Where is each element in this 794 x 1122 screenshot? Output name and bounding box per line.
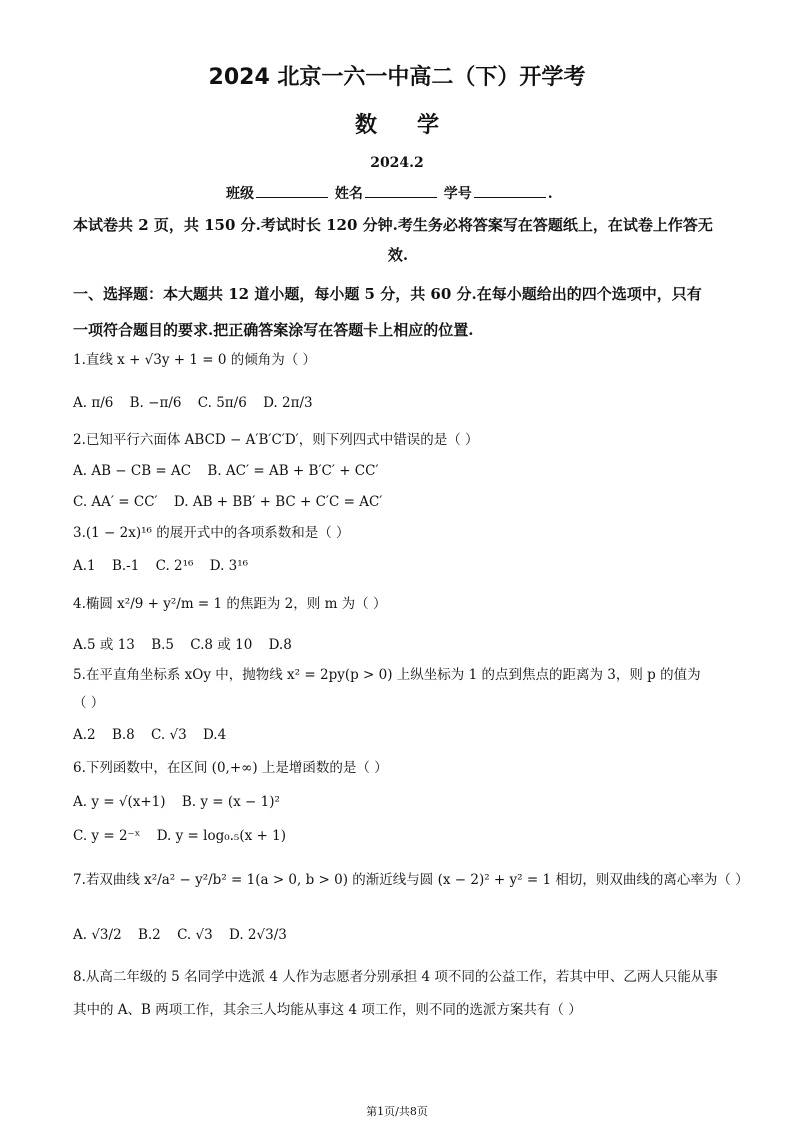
q7-option-a: A. √3/2 bbox=[73, 927, 122, 943]
q7-option-b: B.2 bbox=[137, 927, 161, 943]
q6-option-c: C. y = 2⁻ˣ bbox=[73, 828, 141, 844]
q4-option-c: C.8 或 10 bbox=[190, 637, 253, 653]
question-2-options-ab bbox=[73, 461, 733, 481]
class-label: 班级 bbox=[226, 186, 254, 202]
q4-option-b: B.5 bbox=[151, 637, 174, 653]
question-6-options-cd bbox=[73, 826, 733, 846]
q1-option-b: B. −π/6 bbox=[129, 395, 182, 411]
exam-note bbox=[73, 210, 723, 270]
q3-option-c: C. 2¹⁶ bbox=[155, 558, 194, 574]
question-4-options bbox=[73, 635, 733, 655]
q3-option-d: D. 3¹⁶ bbox=[209, 558, 249, 574]
question-6-options-ab bbox=[73, 792, 733, 812]
student-info-line bbox=[226, 183, 553, 203]
q6-option-d: D. y = log₀.₅(x + 1) bbox=[156, 828, 286, 844]
q1-option-a: A. π/6 bbox=[73, 395, 114, 411]
question-7-options bbox=[73, 925, 733, 945]
q5-option-d: D.4 bbox=[202, 727, 227, 743]
exam-date: 2024.2 bbox=[370, 155, 424, 171]
question-7-stem: 7.若双曲线 x²/a² − y²/b² = 1(a > 0, b > 0) 的渐近线与圆 (x − 2)² + y² = 1 相切，则双曲线的离心率为（ ） bbox=[73, 872, 749, 888]
section-heading bbox=[73, 276, 723, 348]
q6-option-b: B. y = (x − 1)² bbox=[181, 794, 280, 810]
section-line-1: 一、选择题：本大题共 12 道小题，每小题 5 分，共 60 分.在每小题给出的四个选项中，只有 bbox=[73, 285, 702, 303]
page-footer: 第1页/共8页 bbox=[366, 1105, 428, 1118]
q3-option-b: B.-1 bbox=[111, 558, 140, 574]
q7-option-c: C. √3 bbox=[177, 927, 213, 943]
id-label: 学号 bbox=[443, 186, 472, 202]
q1-option-d: D. 2π/3 bbox=[263, 395, 313, 411]
exam-subject: 数学 bbox=[354, 113, 479, 138]
q2-option-c: C. AA′ = CC′ bbox=[73, 494, 158, 510]
q2-option-a: A. AB − CB = AC bbox=[73, 463, 192, 479]
question-6-stem: 6.下列函数中，在区间 (0,+∞) 上是增函数的是（ ） bbox=[73, 760, 388, 776]
id-blank[interactable] bbox=[474, 185, 546, 198]
question-2-options-cd bbox=[73, 492, 733, 512]
q5-option-a: A.2 bbox=[73, 727, 96, 743]
question-1-stem: 1.直线 x + √3y + 1 = 0 的倾角为（ ） bbox=[73, 352, 317, 368]
question-2-stem: 2.已知平行六面体 ABCD − A′B′C′D′，则下列四式中错误的是（ ） bbox=[73, 432, 479, 448]
q2-option-d: D. AB + BB′ + BC + C′C = AC′ bbox=[173, 494, 383, 510]
q5-option-c: C. √3 bbox=[151, 727, 187, 743]
exam-title: 2024 北京一六一中高二（下）开学考 bbox=[208, 65, 586, 90]
name-blank[interactable] bbox=[365, 185, 437, 198]
q1-option-c: C. 5π/6 bbox=[197, 395, 247, 411]
q4-option-a: A.5 或 13 bbox=[73, 637, 135, 653]
class-blank[interactable] bbox=[256, 185, 328, 198]
question-1-options bbox=[73, 393, 733, 413]
q7-option-d: D. 2√3/3 bbox=[229, 927, 287, 943]
note-line-1: 本试卷共 2 页，共 150 分.考试时长 120 分钟.考生务必将答案写在答题纸上，在试卷上作答无 bbox=[73, 216, 713, 234]
section-line-2: 一项符合题目的要求.把正确答案涂写在答题卡上相应的位置. bbox=[73, 321, 474, 339]
question-3-options bbox=[73, 556, 733, 576]
note-line-2: 效. bbox=[387, 246, 409, 264]
name-label: 姓名 bbox=[334, 186, 363, 202]
q5-option-b: B.8 bbox=[111, 727, 135, 743]
question-3-stem: 3.(1 − 2x)¹⁶ 的展开式中的各项系数和是（ ） bbox=[73, 525, 350, 541]
q4-option-d: D.8 bbox=[268, 637, 292, 653]
end-mark: . bbox=[547, 186, 553, 202]
question-8-line-1: 8.从高二年级的 5 名同学中选派 4 人作为志愿者分别承担 4 项不同的公益工作，若其中甲、乙两人只能从事 bbox=[73, 969, 718, 985]
question-8-line-2: 其中的 A、B 两项工作，其余三人均能从事这 4 项工作，则不同的选派方案共有（ ） bbox=[73, 1002, 582, 1018]
question-4-stem: 4.椭圆 x²/9 + y²/m = 1 的焦距为 2，则 m 为（ ） bbox=[73, 596, 387, 612]
q3-option-a: A.1 bbox=[73, 558, 96, 574]
question-5-stem-2: （ ） bbox=[73, 695, 105, 711]
q6-option-a: A. y = √(x+1) bbox=[73, 794, 166, 810]
question-5-stem: 5.在平直角坐标系 xOy 中，抛物线 x² = 2py(p > 0) 上纵坐标为 1 的点到焦点的距离为 3，则 p 的值为 bbox=[73, 667, 701, 683]
question-5-options bbox=[73, 725, 733, 745]
q2-option-b: B. AC′ = AB + B′C′ + CC′ bbox=[207, 463, 379, 479]
